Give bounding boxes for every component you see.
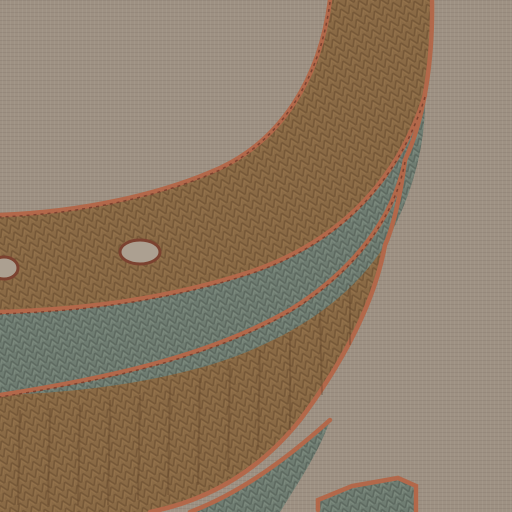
eyelet-hole-left [0, 257, 18, 279]
eyelet-hole-right [120, 240, 160, 264]
